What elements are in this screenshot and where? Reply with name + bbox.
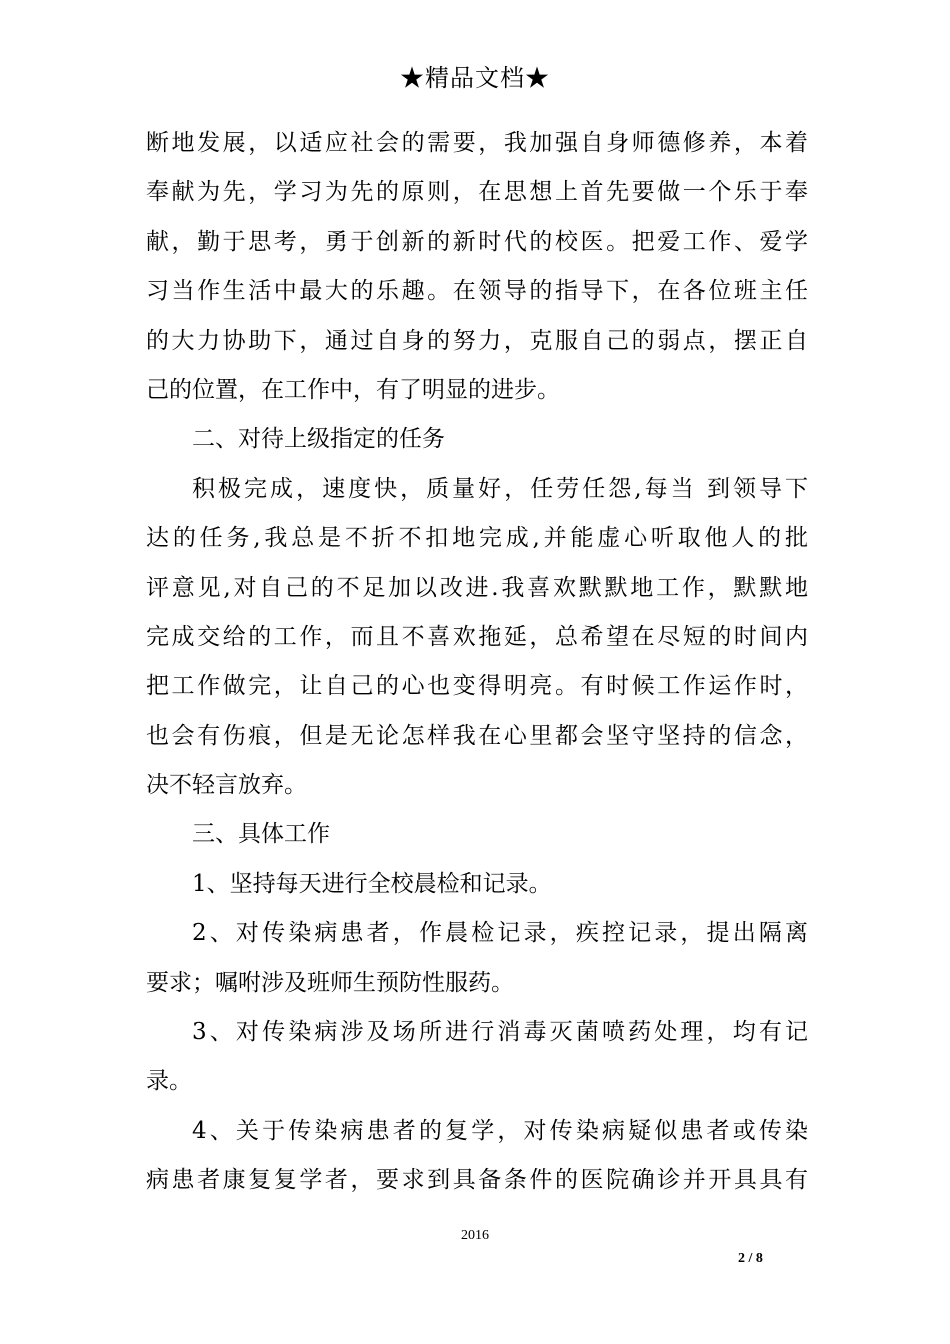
text-line: 病患者康复复学者，要求到具备条件的医院确诊并开具具有: [146, 1167, 808, 1194]
text-line: 决不轻言放弃。: [146, 772, 307, 799]
text-line: 习当作生活中最大的乐趣。在领导的指导下，在各位班主任: [146, 278, 808, 305]
text-line: 断地发展，以适应社会的需要，我加强自身师德修养，本着: [146, 130, 808, 156]
text-line: 评意见,对自己的不足加以改进.我喜欢默默地工作，默默地: [146, 574, 808, 601]
page-number: 2 / 8: [738, 1251, 763, 1266]
list-item: 2、对传染病患者，作晨检记录，疾控记录，提出隔离: [192, 920, 808, 947]
text-line: 把工作做完，让自己的心也变得明亮。有时候工作运作时，: [146, 673, 808, 700]
page-header-title: ★精品文档★: [400, 64, 550, 92]
list-item: 4、关于传染病患者的复学，对传染病疑似患者或传染: [192, 1117, 808, 1144]
text-line: 完成交给的工作，而且不喜欢拖延，总希望在尽短的时间内: [146, 623, 808, 650]
text-line: 积极完成，速度快，质量好，任劳任怨,每当 到领导下: [192, 475, 808, 502]
section-heading: 三、具体工作: [192, 821, 330, 848]
footer-year: 2016: [461, 1228, 489, 1243]
text-line: 也会有伤痕，但是无论怎样我在心里都会坚守坚持的信念，: [146, 722, 808, 749]
list-item: 1、坚持每天进行全校晨检和记录。: [192, 870, 552, 897]
section-heading: 二、对待上级指定的任务: [192, 426, 445, 453]
list-item: 3、对传染病涉及场所进行消毒灭菌喷药处理，均有记: [192, 1019, 808, 1046]
text-line: 己的位置，在工作中，有了明显的进步。: [146, 376, 560, 403]
text-line: 达的任务,我总是不折不扣地完成,并能虚心听取他人的批: [146, 525, 808, 552]
text-line: 的大力协助下，通过自身的努力，克服自己的弱点，摆正自: [146, 327, 808, 354]
text-line: 要求；嘱咐涉及班师生预防性服药。: [146, 969, 514, 996]
text-line: 录。: [146, 1068, 192, 1095]
text-line: 献，勤于思考，勇于创新的新时代的校医。把爱工作、爱学: [146, 228, 808, 255]
text-line: 奉献为先，学习为先的原则，在思想上首先要做一个乐于奉: [146, 179, 808, 206]
document-body: [146, 119, 808, 1206]
